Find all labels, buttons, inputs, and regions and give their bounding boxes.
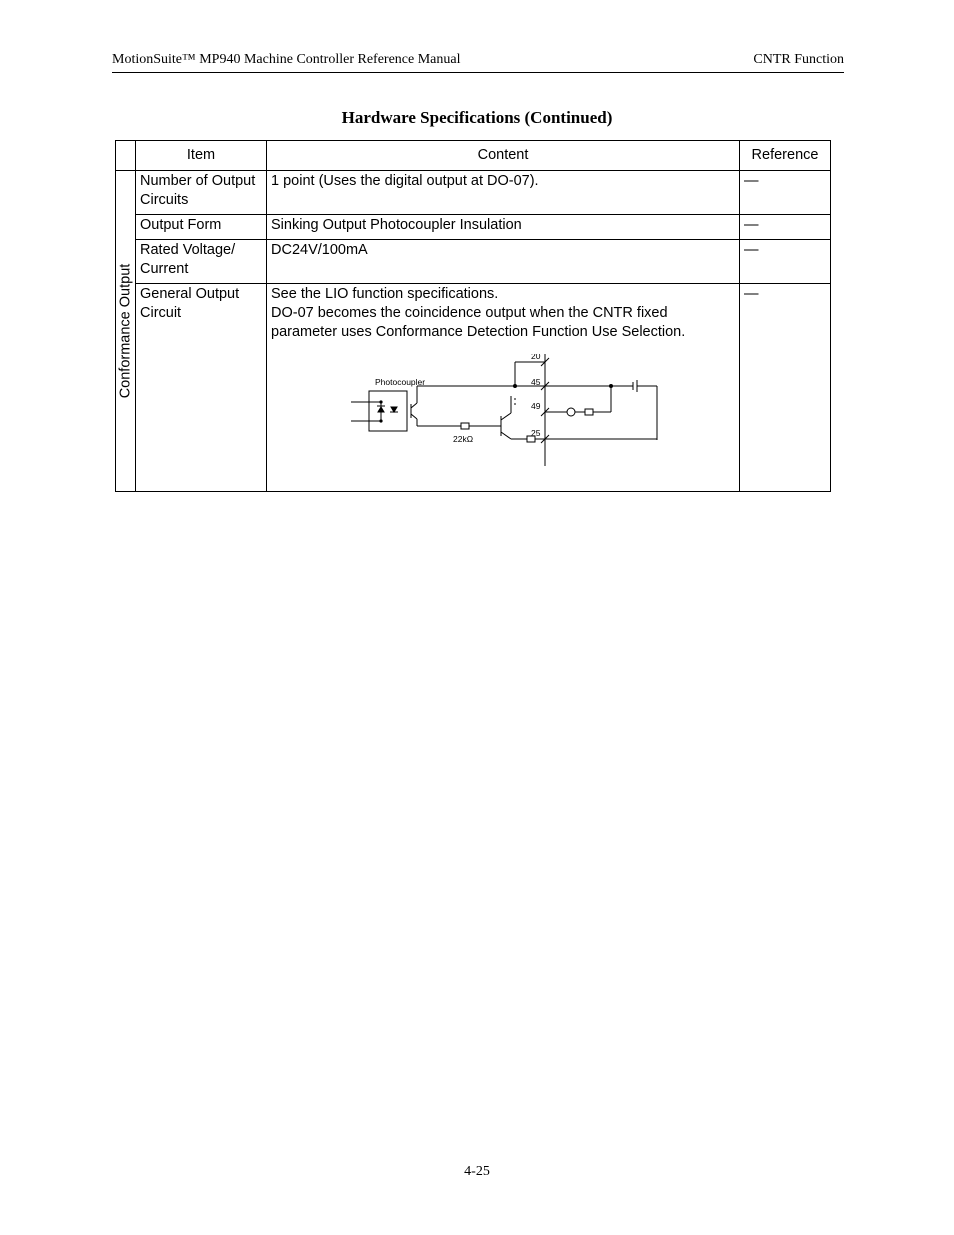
table-row [116, 215, 831, 240]
column-header-reference: Reference [740, 141, 831, 171]
manual-title: MotionSuite™ MP940 Machine Controller Reference Manual [112, 52, 461, 67]
reference-cell: — [740, 240, 831, 284]
content-cell [267, 284, 740, 492]
item-cell: General Output Circuit [136, 284, 267, 492]
resistor-label: 22kΩ [453, 434, 474, 444]
pin-label: 25 [531, 428, 541, 438]
page-header [112, 52, 844, 73]
page-title: Hardware Specifications (Continued) [341, 108, 613, 127]
content-line: See the LIO function specifications. [271, 286, 499, 302]
pin-label: 20 [531, 354, 541, 361]
led-icon [378, 407, 384, 412]
item-cell: Rated Voltage/ Current [136, 240, 267, 284]
table-row [116, 171, 831, 215]
resistor-icon [461, 423, 469, 429]
section-name: CNTR Function [753, 52, 844, 67]
reference-cell: — [740, 284, 831, 492]
content-cell: DC24V/100mA [267, 240, 740, 284]
content-cell: Sinking Output Photocoupler Insulation [267, 215, 740, 240]
spec-table [115, 140, 831, 492]
pin-label: 45 [531, 377, 541, 387]
pin-label: 49 [531, 401, 541, 411]
group-cell [116, 171, 136, 492]
load-icon [585, 409, 593, 415]
page-number: 4-25 [464, 1164, 490, 1179]
lamp-icon [567, 408, 575, 416]
item-cell: Output Form [136, 215, 267, 240]
content-line: DO-07 becomes the coincidence output when the CNTR fixed parameter uses Conformance Detection Function Use Selection. [271, 305, 686, 340]
photocoupler-box [369, 391, 407, 431]
column-header-item: Item [136, 141, 267, 171]
table-header-row [116, 141, 831, 171]
column-header-content: Content [267, 141, 740, 171]
content-cell: 1 point (Uses the digital output at DO-07). [267, 171, 740, 215]
output-circuit-diagram [271, 354, 671, 474]
reference-cell: — [740, 171, 831, 215]
header-blank-cell [116, 141, 136, 171]
item-cell: Number of Output Circuits [136, 171, 267, 215]
group-label: Conformance Output [117, 263, 133, 399]
photocoupler-label: Photocoupler [375, 377, 426, 387]
table-row [116, 240, 831, 284]
reference-cell: — [740, 215, 831, 240]
table-row [116, 284, 831, 492]
